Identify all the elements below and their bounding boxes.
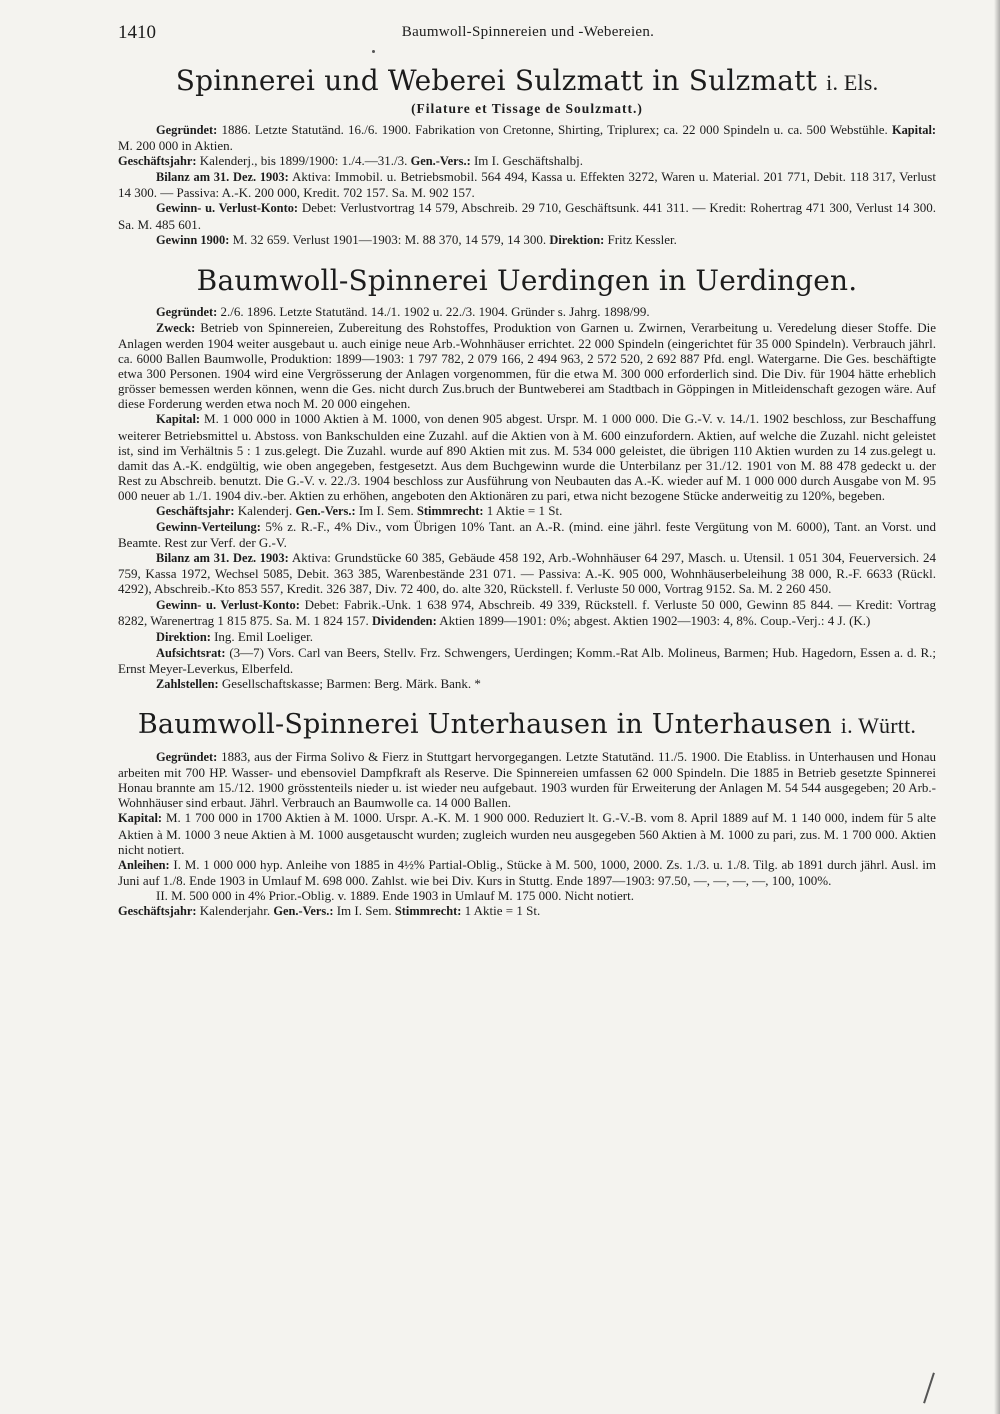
field-text: 1 Aktie = 1 St. bbox=[464, 903, 541, 919]
running-header bbox=[118, 22, 938, 46]
field-text: Im I. Sem. bbox=[358, 502, 414, 518]
field-text: M. 32 659. Verlust 1901—1903: M. 88 370, 14 579, 14 300. bbox=[232, 231, 547, 247]
field-label: Direktion: bbox=[549, 232, 605, 247]
company-location: i. Württ. bbox=[840, 713, 917, 739]
entry-paragraph bbox=[118, 232, 936, 248]
field-text: Kalenderjahr. bbox=[199, 903, 271, 919]
field-label: Aufsichtsrat: bbox=[156, 645, 226, 660]
field-label: Gegründet: bbox=[156, 123, 218, 137]
field-label: Gegründet: bbox=[156, 304, 218, 319]
field-text: Aktiva: Immobil. u. Betriebsmobil. 564 494, Kassa u. Effekten 3272, Waren u. Material. 201 771, Debit. 118 317, Verlust 14 300. — Passiva: A.-K. 200 000, Kredit. 702 157. Sa. M. 902 157. bbox=[118, 169, 936, 201]
entry-paragraph bbox=[118, 122, 936, 153]
entry-paragraph bbox=[118, 304, 936, 320]
field-label: Stimmrecht: bbox=[394, 904, 462, 919]
field-label: Kapital: bbox=[156, 412, 201, 427]
company-entry-unterhausen bbox=[118, 708, 936, 919]
entry-paragraph bbox=[118, 597, 936, 629]
field-label: Kapital: bbox=[891, 123, 937, 137]
company-subtitle: (Filature et Tissage de Soulzmatt.) bbox=[411, 101, 643, 116]
field-text: Im I. Geschäftshalbj. bbox=[473, 153, 583, 169]
field-text: Debet: Verlustvortrag 14 579, Abschreib. 29 710, Geschäftsunk. 441 311. — Kredit: Rohertrag 471 300, Verlust 14 300. Sa. M. 485 601. bbox=[118, 200, 936, 232]
entry-paragraph bbox=[118, 629, 936, 645]
field-label: Zweck: bbox=[156, 320, 196, 335]
field-label: Stimmrecht: bbox=[416, 503, 484, 518]
field-label: Gegründet: bbox=[156, 750, 218, 765]
field-label: Gewinn 1900: bbox=[156, 232, 230, 247]
field-label: Dividenden: bbox=[371, 613, 437, 628]
page-edge-shadow bbox=[994, 0, 1000, 1414]
page-number: 1410 bbox=[118, 22, 156, 43]
entry-paragraph bbox=[118, 169, 936, 200]
entry-paragraph bbox=[118, 676, 936, 692]
pencil-mark bbox=[923, 1372, 935, 1403]
entry-paragraph bbox=[118, 749, 936, 810]
company-name: Spinnerei und Weberei Sulzmatt in Sulzmatt bbox=[175, 64, 818, 97]
field-text: M. 1 000 000 in 1000 Aktien à M. 1000, von denen 905 abgest. Urspr. M. 1 000 000. Die G.-V. v. 14./1. 1902 beschloss, zur Beschaffung weiterer Betriebsmittel u. Abstoss. von Bankschulden eine Zuzahl. auf die Aktien von à M. 600 einzufordern. Aktien, auf welche die Zuzahl. nicht geleistet ist, sind im Verhältnis 5 : 1 zus.gelegt. Die Zuzahl. wurde auf 890 Aktien mit zus. M. 534 000 geleistet, die übrigen 110 Aktien wurden zu 14 zus.gelegt u. damit das A.-K. endgültig, wie oben angegeben, festgesetzt. Aus dem Buchgewinn wurde die Unterbilanz per 31./12. 1901 von M. 88 478 gedeckt u. der Rest zu Abschreib. benutzt. Die G.-V. v. 22./3. 1904 beschloss zur Ausführung von Neubauten das A.-K. wieder auf M. 1 000 000 durch Ausgabe von M. 95 000 neuer ab 1./1. 1904 div.-ber. Aktien zu erhöhen, angeboten den Aktionären zu pari, etwa nicht bezogene Stücke anderweitig zu 120%, begeben. bbox=[118, 411, 936, 503]
company-title: Baumwoll-Spinnerei Uerdingen in Uerdingen. bbox=[196, 263, 858, 297]
field-label: Gewinn- u. Verlust-Konto: bbox=[156, 597, 300, 612]
field-text: M. 200 000 in Aktien. bbox=[118, 138, 233, 154]
field-label: Gen.-Vers.: bbox=[295, 503, 356, 518]
print-speck bbox=[372, 50, 375, 53]
company-name: Baumwoll-Spinnerei Unterhausen in Unterhausen bbox=[137, 709, 832, 741]
field-text: Kalenderj. bbox=[237, 502, 293, 518]
entry-paragraph bbox=[118, 810, 936, 856]
field-label: Zahlstellen: bbox=[156, 677, 219, 691]
company-entry-uerdingen bbox=[118, 264, 936, 692]
field-text: 1886. Letzte Statutänd. 16./6. 1900. Fabrikation von Cretonne, Shirting, Triplurex; ca. 22 000 Spindeln u. ca. 500 Webstühle. bbox=[221, 122, 888, 137]
field-text: M. 1 700 000 in 1700 Aktien à M. 1000. Urspr. A.-K. M. 1 900 000. Reduziert lt. G.-V.-B. vom 8. April 1889 auf M. 1 140 000, indem für 5 alte Aktien à M. 1000 3 neue Aktien à M. 1000 ausgetauscht wurden; zugleich wurden neu ausgegeben 560 Aktien à M. 1000 zu pari, zus. M. 1 700 000. Aktien nicht notiert. bbox=[118, 810, 936, 857]
field-label: Geschäftsjahr: bbox=[156, 503, 235, 518]
field-text: Betrieb von Spinnereien, Zubereitung des Rohstoffes, Produktion von Garnen u. Zwirnen, Verarbeitung u. Veredelung dieser Stoffe. Die Anlagen werden 1904 weiter ausgebaut u. auch einige neue Arb.-Wohnhäuser errichtet. 22 000 Spindeln (eingerichtet für 35 000 Spindeln). Verbrauch jährl. ca. 6000 Ballen Baumwolle, Produktion: 1899—1903: 1 797 782, 2 079 166, 2 494 963, 2 572 520, 2 692 887 Pfd. engl. Watergarne. Die Ges. beschäftigte etwa 300 Personen. 1904 wird eine Vergrösserung der Anlagen vorgenommen, für die etwa M. 300 000 erforderlich sind. Die Div. für 1904 hätte erheblich grösser bemessen werden können, wenn die Ges. nicht durch Zus.bruch der Buntweberei am Stadtbach in Göppingen in Mitleidenschaft gezogen wäre. Auf diese Forderung werden etwa noch M. 20 000 eingehen. bbox=[118, 319, 937, 412]
company-entry-sulzmatt bbox=[118, 64, 936, 248]
field-text: Im I. Sem. bbox=[336, 903, 392, 919]
field-text: Aktiva: Grundstücke 60 385, Gebäude 458 192, Arb.-Wohnhäuser 64 297, Masch. u. Utensil. 1 051 304, Feuerversich. 24 759, Kassa 1972, Wechsel 5085, Debit. 363 385, Warenbestände 231 071. — Passiva: A.-K. 905 000, Wohnhäuserbeleihung 38 000, R.-F. 6633 (Rückl. 4292), Abschreib.-Kto 853 557, Kredit. 326 387, Div. 72 400, do. alte 320, Rückstell. f. Verluste 50 000, Vortrag 9152. Sa. M. 2 260 450. bbox=[118, 550, 936, 597]
field-text: Kalenderj., bis 1899/1900: 1./4.—31./3. bbox=[199, 153, 408, 169]
field-text: Fritz Kessler. bbox=[607, 231, 677, 247]
company-location: i. Els. bbox=[826, 70, 879, 95]
entry-paragraph bbox=[118, 888, 936, 903]
field-text: Ing. Emil Loeliger. bbox=[214, 628, 314, 644]
field-text: 1 Aktie = 1 St. bbox=[486, 502, 563, 518]
entry-paragraph bbox=[118, 153, 936, 169]
field-text: Debet: Fabrik.-Unk. 1 638 974, Abschreib. 49 339, Rückstell. f. Verluste 50 000, Gewinn 85 844. — Kredit: Vortrag 8282, Warenertrag 1 815 875. Sa. M. 1 824 157. bbox=[118, 596, 936, 628]
company-title bbox=[118, 64, 936, 100]
company-title bbox=[118, 708, 936, 743]
entry-paragraph bbox=[118, 903, 936, 919]
field-label: Gewinn- u. Verlust-Konto: bbox=[156, 201, 299, 216]
field-text: II. M. 500 000 in 4% Prior.-Oblig. v. 1889. Ende 1903 in Umlauf M. 175 000. Nicht notiert. bbox=[156, 887, 634, 903]
field-label: Kapital: bbox=[118, 811, 163, 826]
entry-paragraph bbox=[118, 320, 936, 412]
field-label: Bilanz am 31. Dez. 1903: bbox=[156, 170, 289, 185]
field-label: Direktion: bbox=[156, 629, 211, 644]
field-label: Gewinn-Verteilung: bbox=[156, 520, 261, 535]
field-label: Geschäftsjahr: bbox=[118, 154, 197, 169]
entry-paragraph bbox=[118, 645, 936, 676]
field-label: Anleihen: bbox=[118, 857, 170, 872]
field-text: (3—7) Vors. Carl van Beers, Stellv. Frz. Schwengers, Uerdingen; Komm.-Rat Alb. Molineus, Barmen; Hub. Hagedorn, Essen a. d. R.; Ernst Meyer-Leverkus, Elberfeld. bbox=[118, 644, 937, 676]
field-text: 1883, aus der Firma Solivo & Fierz in Stuttgart hervorgegangen. Letzte Statutänd. 11./5. 1900. Die Etabliss. in Unterhausen und Honau arbeiten mit 700 HP. Wasser- und ebensoviel Dampfkraft als Reserve. Die Spinnereien umfassen 62 000 Spindeln. Die 1885 in Betrieb gesetzte Spinnerei Honau brannte am 15./12. 1900 grösstenteils nieder u. ist wieder neu aufgebaut. 1903 wurden für Erweiterung der Anlagen M. 54 544 ausgegeben; 20 Arb.-Wohnhäuser sind erbaut. Jährl. Verbrauch an Baumwolle ca. 14 000 Ballen. bbox=[118, 749, 937, 811]
field-text: Gesellschaftskasse; Barmen: Berg. Märk. Bank. * bbox=[221, 676, 481, 691]
field-text: I. M. 1 000 000 hyp. Anleihe von 1885 in 4½% Partial-Oblig., Stücke à M. 500, 1000, 2000. Zs. 1./3. u. 1./8. Tilg. ab 1891 durch jährl. Ausl. im Juni auf 1./8. Ende 1903 in Umlauf M. 698 000. Zahlst. wie bei Div. Kurs in Stuttg. Ende 1897—1903: 97.50, —, —, —, —, 100, 100%. bbox=[118, 856, 937, 888]
page-content bbox=[118, 64, 936, 919]
entry-paragraph bbox=[118, 857, 936, 888]
entry-paragraph bbox=[118, 503, 936, 519]
field-label: Geschäftsjahr: bbox=[118, 904, 197, 919]
field-text: Aktien 1899—1901: 0%; abgest. Aktien 1902—1903: 4, 8%. Coup.-Verj.: 4 J. (K.) bbox=[439, 612, 871, 628]
running-title: Baumwoll-Spinnereien und -Webereien. bbox=[401, 24, 655, 40]
field-text: 2./6. 1896. Letzte Statutänd. 14./1. 1902 u. 22./3. 1904. Gründer s. Jahrg. 1898/99. bbox=[220, 303, 650, 319]
field-label: Gen.-Vers.: bbox=[410, 154, 471, 169]
field-text: 5% z. R.-F., 4% Div., vom Übrigen 10% Tant. an A.-R. (mind. eine jährl. feste Vergütung von M. 6000), Tant. an Vorst. und Beamte. Rest zur Verf. der G.-V. bbox=[118, 519, 936, 551]
entry-paragraph bbox=[118, 519, 936, 550]
entry-paragraph bbox=[118, 550, 936, 596]
entry-paragraph bbox=[118, 411, 936, 503]
entry-paragraph bbox=[118, 200, 936, 231]
field-label: Gen.-Vers.: bbox=[273, 904, 334, 919]
field-label: Bilanz am 31. Dez. 1903: bbox=[156, 551, 289, 566]
